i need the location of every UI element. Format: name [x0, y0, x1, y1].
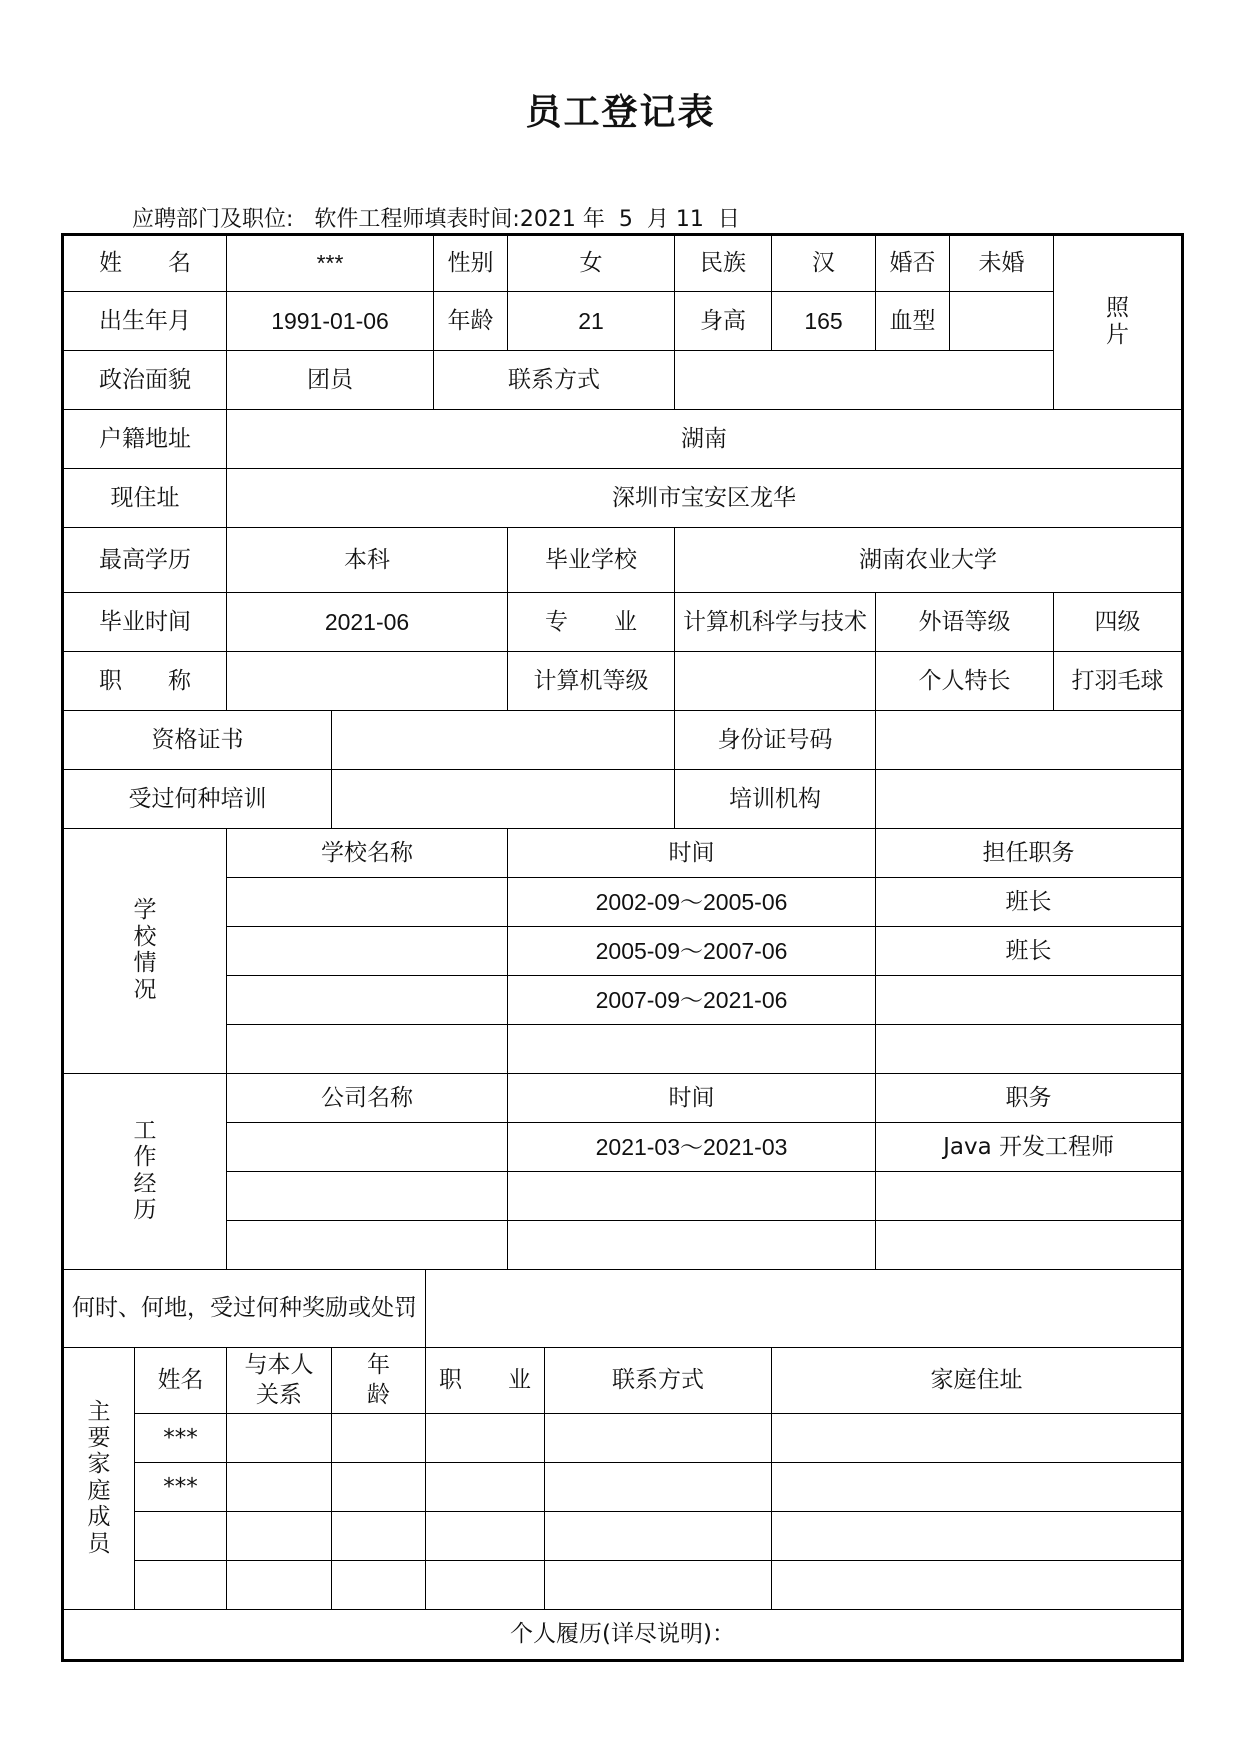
marital-label: 婚否	[876, 235, 950, 292]
ethnic-value[interactable]: 汉	[772, 235, 876, 292]
school-section-label	[63, 829, 227, 1074]
certificate-value[interactable]	[332, 711, 675, 770]
family-row-job[interactable]	[426, 1561, 545, 1610]
school-header-time: 时间	[508, 829, 876, 878]
training-value[interactable]	[332, 770, 675, 829]
work-row-role[interactable]	[876, 1172, 1183, 1221]
school-row-time[interactable]: 2002-09～2005-06	[508, 878, 876, 927]
work-header-time: 时间	[508, 1074, 876, 1123]
birth-value[interactable]: 1991-01-06	[227, 292, 434, 351]
certificate-label: 资格证书	[63, 711, 332, 770]
id-number-label: 身份证号码	[675, 711, 876, 770]
hukou-label: 户籍地址	[63, 410, 227, 469]
family-header-contact: 联系方式	[545, 1348, 772, 1414]
political-label: 政治面貌	[63, 351, 227, 410]
school-header-role: 担任职务	[876, 829, 1183, 878]
specialty-value[interactable]: 打羽毛球	[1054, 652, 1183, 711]
family-row-job[interactable]	[426, 1414, 545, 1463]
school-row-time[interactable]: 2005-09～2007-06	[508, 927, 876, 976]
work-section-label-text: 工作经历	[133, 1117, 157, 1224]
address-value[interactable]: 深圳市宝安区龙华	[227, 469, 1183, 528]
dept-value[interactable]: 软件工程师	[314, 207, 425, 232]
school-header-name: 学校名称	[227, 829, 508, 878]
family-header-age	[332, 1348, 426, 1414]
family-header-relation-text: 与本人关系	[244, 1351, 314, 1408]
school-row-role[interactable]: 班长	[876, 927, 1183, 976]
family-section-label	[63, 1348, 135, 1610]
dept-label: 应聘部门及职位:	[132, 207, 294, 232]
work-row-company[interactable]	[227, 1172, 508, 1221]
training-org-label: 培训机构	[675, 770, 876, 829]
family-row-address[interactable]	[772, 1414, 1183, 1463]
school-row-role[interactable]	[876, 976, 1183, 1025]
family-row-age[interactable]	[332, 1561, 426, 1610]
year-unit: 年	[582, 207, 605, 232]
specialty-label: 个人特长	[876, 652, 1054, 711]
registration-form-table	[61, 233, 1184, 1662]
work-row-time[interactable]	[508, 1172, 876, 1221]
work-row-role[interactable]	[876, 1221, 1183, 1270]
family-header-relation	[227, 1348, 332, 1414]
fill-day[interactable]: 11	[675, 207, 704, 232]
major-value[interactable]: 计算机科学与技术	[675, 593, 876, 652]
computer-level-label: 计算机等级	[508, 652, 675, 711]
photo-box[interactable]	[1054, 235, 1183, 410]
blood-value[interactable]	[950, 292, 1054, 351]
family-header-job: 职 业	[426, 1348, 545, 1414]
school-row-role[interactable]	[876, 1025, 1183, 1074]
work-row-time[interactable]: 2021-03～2021-03	[508, 1123, 876, 1172]
day-unit: 日	[717, 207, 740, 232]
family-row-age[interactable]	[332, 1414, 426, 1463]
marital-value[interactable]: 未婚	[950, 235, 1054, 292]
grad-time-label: 毕业时间	[63, 593, 227, 652]
awards-value[interactable]	[426, 1270, 1183, 1348]
work-row-time[interactable]	[508, 1221, 876, 1270]
family-row-age[interactable]	[332, 1463, 426, 1512]
work-header-role: 职务	[876, 1074, 1183, 1123]
family-row-name[interactable]: ***	[135, 1463, 227, 1512]
address-label: 现住址	[63, 469, 227, 528]
hukou-value[interactable]: 湖南	[227, 410, 1183, 469]
work-header-company: 公司名称	[227, 1074, 508, 1123]
school-row-name[interactable]	[227, 976, 508, 1025]
school-row-name[interactable]	[227, 878, 508, 927]
family-row-address[interactable]	[772, 1561, 1183, 1610]
school-row-role[interactable]: 班长	[876, 878, 1183, 927]
month-unit: 月	[646, 207, 669, 232]
family-row-relation[interactable]	[227, 1414, 332, 1463]
resume-label[interactable]: 个人履历(详尽说明)：	[63, 1610, 1183, 1661]
training-label: 受过何种培训	[63, 770, 332, 829]
family-row-name[interactable]	[135, 1512, 227, 1561]
family-row-contact[interactable]	[545, 1512, 772, 1561]
work-row-company[interactable]	[227, 1123, 508, 1172]
school-row-name[interactable]	[227, 927, 508, 976]
fill-year[interactable]: 2021	[519, 207, 576, 232]
school-row-time[interactable]	[508, 1025, 876, 1074]
family-row-relation[interactable]	[227, 1512, 332, 1561]
language-label: 外语等级	[876, 593, 1054, 652]
family-section-label-text: 主要家庭成员	[87, 1398, 111, 1557]
form-title: 员工登记表	[525, 92, 716, 133]
grad-time-value[interactable]: 2021-06	[227, 593, 508, 652]
school-row-time[interactable]: 2007-09～2021-06	[508, 976, 876, 1025]
family-row-contact[interactable]	[545, 1414, 772, 1463]
family-header-age-text: 年龄	[367, 1351, 391, 1408]
family-row-name[interactable]: ***	[135, 1414, 227, 1463]
gender-label: 性别	[434, 235, 508, 292]
age-value[interactable]: 21	[508, 292, 675, 351]
gender-value[interactable]: 女	[508, 235, 675, 292]
school-label: 毕业学校	[508, 528, 675, 593]
training-org-value[interactable]	[876, 770, 1183, 829]
work-section-label	[63, 1074, 227, 1270]
work-row-company[interactable]	[227, 1221, 508, 1270]
family-row-name[interactable]	[135, 1561, 227, 1610]
computer-level-value[interactable]	[675, 652, 876, 711]
family-row-relation[interactable]	[227, 1561, 332, 1610]
job-title-label: 职 称	[63, 652, 227, 711]
age-label: 年龄	[434, 292, 508, 351]
blood-label: 血型	[876, 292, 950, 351]
date-label: 填表时间:	[424, 207, 520, 232]
political-value[interactable]: 团员	[227, 351, 434, 410]
work-row-role[interactable]: Java 开发工程师	[876, 1123, 1183, 1172]
school-value[interactable]: 湖南农业大学	[675, 528, 1183, 593]
family-row-job[interactable]	[426, 1512, 545, 1561]
family-row-contact[interactable]	[545, 1463, 772, 1512]
form-header-line	[132, 202, 740, 233]
education-label: 最高学历	[63, 528, 227, 593]
fill-month[interactable]: 5	[618, 207, 633, 232]
awards-label: 何时、何地，受过何种奖励或处罚	[63, 1270, 426, 1348]
contact-value[interactable]	[675, 351, 1054, 410]
family-row-job[interactable]	[426, 1463, 545, 1512]
family-row-age[interactable]	[332, 1512, 426, 1561]
job-title-value[interactable]	[227, 652, 508, 711]
family-row-contact[interactable]	[545, 1561, 772, 1610]
school-section-label-text: 学校情况	[133, 897, 157, 1003]
family-header-name: 姓名	[135, 1348, 227, 1414]
contact-label: 联系方式	[434, 351, 675, 410]
photo-label: 照片	[1106, 295, 1130, 348]
birth-label: 出生年月	[63, 292, 227, 351]
id-number-value[interactable]	[876, 711, 1183, 770]
education-value[interactable]: 本科	[227, 528, 508, 593]
family-row-relation[interactable]	[227, 1463, 332, 1512]
height-value[interactable]: 165	[772, 292, 876, 351]
school-row-name[interactable]	[227, 1025, 508, 1074]
family-row-address[interactable]	[772, 1463, 1183, 1512]
name-value[interactable]: ***	[227, 235, 434, 292]
height-label: 身高	[675, 292, 772, 351]
language-value[interactable]: 四级	[1054, 593, 1183, 652]
family-header-address: 家庭住址	[772, 1348, 1183, 1414]
name-label: 姓 名	[63, 235, 227, 292]
ethnic-label: 民族	[675, 235, 772, 292]
family-row-address[interactable]	[772, 1512, 1183, 1561]
major-label: 专 业	[508, 593, 675, 652]
